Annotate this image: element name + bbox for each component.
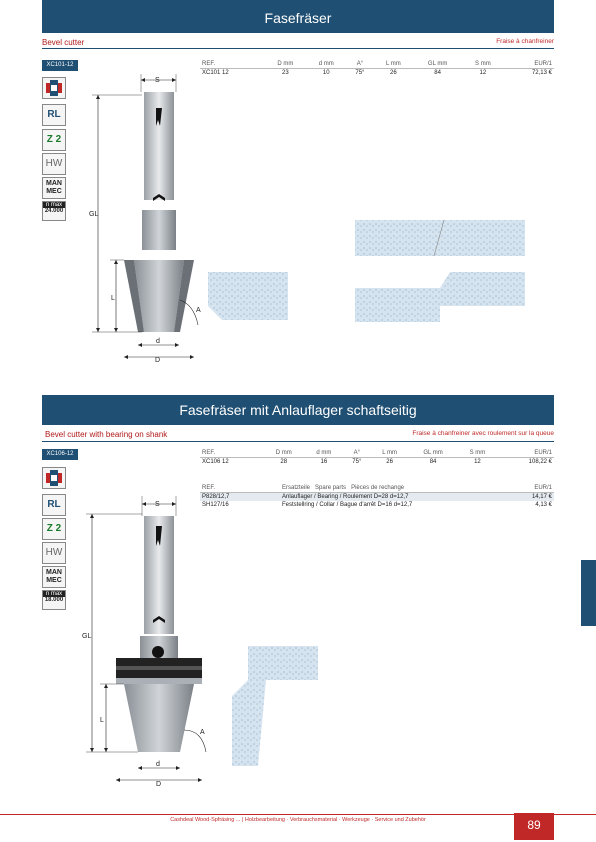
max-speed-icon: n max 24.000 xyxy=(42,201,66,221)
section2-code-badge: XC106-12 xyxy=(42,449,78,460)
section1-cutter-drawing xyxy=(86,70,216,370)
man-mec-icon: MAN MEC xyxy=(42,177,66,199)
page-number: 89 xyxy=(514,813,554,840)
section1-title-bar xyxy=(42,0,554,33)
dim-gl-label: GL xyxy=(89,211,99,218)
dim-gl-label: GL xyxy=(82,633,92,640)
section1-title: Fasefräser xyxy=(264,10,332,26)
hw-material-icon: HW xyxy=(42,542,66,564)
section1-workpiece-examples xyxy=(200,210,540,330)
th-shank: S mm xyxy=(457,449,497,458)
dim-D-label: D xyxy=(156,781,162,788)
section2-subtitle-right: Fraise à chanfreiner avec roulement sur la queue xyxy=(412,430,554,437)
section1-divider xyxy=(42,48,554,49)
hw-material-icon: HW xyxy=(42,153,66,175)
section2-cutter-drawing xyxy=(80,490,220,790)
section1-spec-table xyxy=(200,60,554,77)
dim-l-label: L xyxy=(111,295,115,302)
teeth-z2-icon: Z 2 xyxy=(42,129,66,151)
section2-title: Fasefräser mit Anlauflager schaftseitig xyxy=(179,402,417,418)
man-mec-icon: MAN MEC xyxy=(42,566,66,588)
section2-spare-parts-table xyxy=(200,484,554,509)
footer-divider xyxy=(0,814,596,815)
th-length: L mm xyxy=(374,60,413,69)
section1-subtitle-left: Bevel cutter xyxy=(42,38,85,47)
section2-subtitle-left: Bevel cutter with bearing on shank xyxy=(45,430,168,439)
rotation-rl-icon: RL xyxy=(42,494,66,516)
th-d-outer: D mm xyxy=(263,449,304,458)
dim-a-label: A xyxy=(200,729,205,736)
table-row: XC106 12 28 16 75° 26 84 12 108,22 € xyxy=(202,459,552,465)
section2-title-bar xyxy=(42,395,554,425)
dim-s-label: S xyxy=(155,501,160,508)
table-row: P828/12,7 Anlauflager / Bearing / Roulement D=28 d=12,7 14,17 € xyxy=(202,494,552,500)
max-speed-icon: n max 18.000 xyxy=(42,590,66,610)
th-length: L mm xyxy=(370,449,409,458)
dim-a-label: A xyxy=(196,307,201,314)
dim-D-label: D xyxy=(155,357,161,364)
th-gl: GL mm xyxy=(409,449,457,458)
dim-d-label: d xyxy=(156,338,160,345)
th-ref: REF. xyxy=(200,60,264,69)
table-row: SH127/16 Feststellring / Collar / Bague d'arrêt D=16 d=12,7 4,13 € xyxy=(202,502,552,508)
section2-workpiece-example xyxy=(228,640,328,770)
section2-spec-table xyxy=(200,449,554,466)
th-d-outer: D mm xyxy=(264,60,306,69)
rotation-rl-icon: RL xyxy=(42,104,66,126)
th-d-inner: d mm xyxy=(304,449,343,458)
table-row: XC101 12 23 10 75° 26 84 12 72,13 € xyxy=(202,70,552,76)
th-angle: A° xyxy=(343,449,370,458)
th-spare-desc: Ersatzteile Spare parts Pièces de rechange xyxy=(280,484,512,493)
section1-subtitle-right: Fraise à chanfreiner xyxy=(496,38,554,45)
th-price: EUR/1 xyxy=(504,60,554,69)
th-angle: A° xyxy=(346,60,373,69)
section1-code-badge: XC101-12 xyxy=(42,60,78,71)
th-ref: REF. xyxy=(200,449,263,458)
chapter-side-tab xyxy=(581,560,596,626)
th-spare-price: EUR/1 xyxy=(512,484,554,493)
dim-s-label: S xyxy=(155,77,160,84)
quality-icon xyxy=(42,77,66,99)
section2-divider xyxy=(42,441,554,442)
th-shank: S mm xyxy=(462,60,503,69)
dim-d-label: d xyxy=(156,761,160,768)
th-spare-ref: REF. xyxy=(200,484,280,493)
quality-icon xyxy=(42,467,66,489)
th-price: EUR/1 xyxy=(498,449,554,458)
teeth-z2-icon: Z 2 xyxy=(42,518,66,540)
dim-l-label: L xyxy=(100,717,104,724)
th-gl: GL mm xyxy=(413,60,462,69)
footer-text: Cashdeal Wood-Spfräsing ... | Holzbearbeitung · Verbrauchsmaterial · Werkzeuge · Service und Zubehör xyxy=(170,817,426,823)
th-d-inner: d mm xyxy=(306,60,346,69)
